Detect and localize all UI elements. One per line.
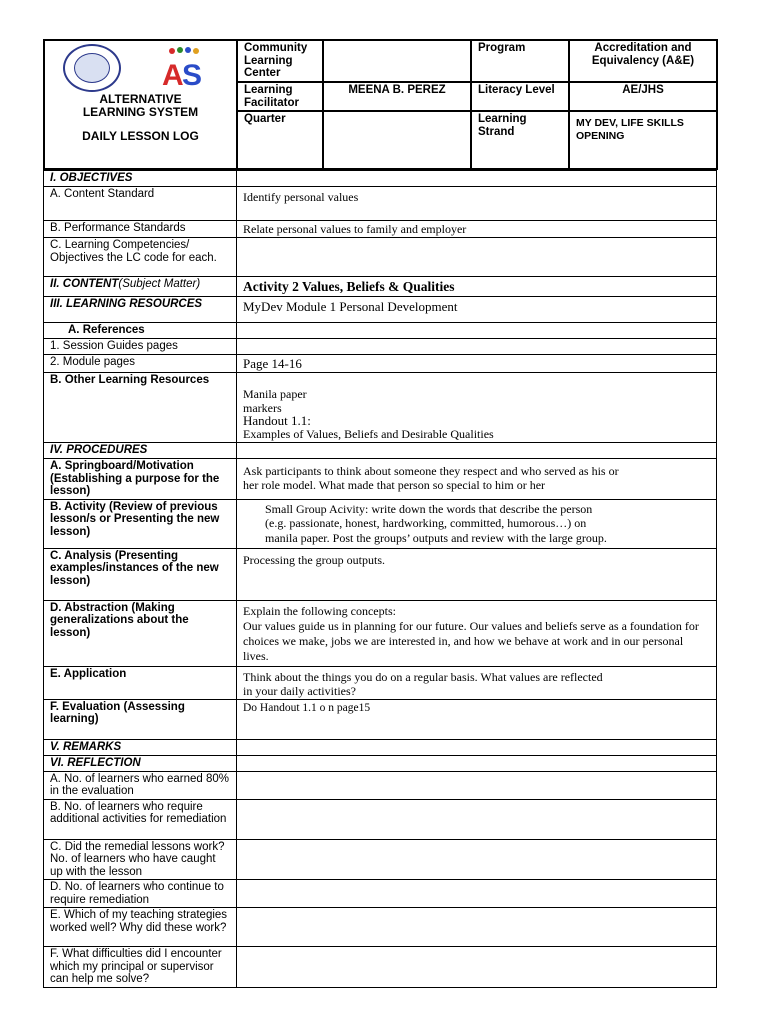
other-resources-label: B. Other Learning Resources — [44, 373, 237, 443]
clc-label: Community Learning Center — [237, 40, 323, 82]
quarter-label: Quarter — [237, 111, 323, 169]
remarks-heading: V. REMARKS — [44, 739, 237, 755]
program-value: Accreditation and Equivalency (A&E) — [569, 40, 717, 82]
svg-text:A: A — [161, 59, 184, 91]
org-block — [44, 40, 237, 169]
facilitator-value: MEENA B. PEREZ — [323, 82, 471, 111]
competencies-value — [237, 238, 717, 277]
org-name: ALTERNATIVE LEARNING SYSTEM DAILY LESSON LOG — [45, 93, 236, 143]
reflection-b: B. No. of learners who require additional activities for remediation — [44, 799, 237, 839]
als-logo-icon — [158, 45, 218, 91]
performance-label: B. Performance Standards — [44, 221, 237, 238]
quarter-value[interactable] — [323, 111, 471, 169]
performance-value: Relate personal values to family and employer — [237, 221, 717, 238]
resources-value: MyDev Module 1 Personal Development — [237, 297, 717, 323]
competencies-label: C. Learning Competencies/ Objectives the LC code for each. — [44, 238, 237, 277]
references-label: A. References — [44, 323, 237, 339]
application-value: Think about the things you do on a regular basis. What values are reflected in your daily activities? — [237, 666, 717, 699]
evaluation-label: F. Evaluation (Assessing learning) — [44, 699, 237, 739]
content-standard-value: Identify personal values — [237, 187, 717, 221]
evaluation-value: Do Handout 1.1 o n page15 — [237, 699, 717, 739]
springboard-label: A. Springboard/Motivation (Establishing a purpose for the lesson) — [44, 459, 237, 500]
procedures-heading: IV. PROCEDURES — [44, 443, 237, 459]
doc-title: DAILY LESSON LOG — [82, 129, 199, 143]
literacy-label: Literacy Level — [471, 82, 569, 111]
strand-value: MY DEV, LIFE SKILLS OPENING — [569, 111, 717, 169]
content-heading: II. CONTENT(Subject Matter) — [44, 277, 237, 297]
analysis-value: Processing the group outputs. — [237, 548, 717, 600]
abstraction-value: Explain the following concepts: Our values guide us in planning for our future. Our values and beliefs serve as a foundation for choices we make, jobs we are interested in, and how we behave at work and in our personal lives. — [237, 600, 717, 666]
lesson-table — [43, 170, 717, 988]
daily-lesson-log — [43, 39, 716, 988]
other-resources-value: Manila paper markers Handout 1.1: Examples of Values, Beliefs and Desirable Qualities — [237, 373, 717, 443]
reflection-heading: VI. REFLECTION — [44, 755, 237, 771]
activity-value: Small Group Acivity: write down the words that describe the person (e.g. passionate, honest, hardworking, committed, humorous…) on manila paper. Post the groups’ outputs and review with the large group. — [237, 499, 717, 548]
application-label: E. Application — [44, 666, 237, 699]
objectives-heading: I. OBJECTIVES — [44, 171, 237, 187]
module-label: 2. Module pages — [44, 355, 237, 373]
strand-label: Learning Strand — [471, 111, 569, 169]
reflection-a: A. No. of learners who earned 80% in the evaluation — [44, 771, 237, 799]
springboard-value: Ask participants to think about someone they respect and who served as his or her role model. What made that person so special to him or her — [237, 459, 717, 500]
content-standard-label: A. Content Standard — [44, 187, 237, 221]
facilitator-label: Learning Facilitator — [237, 82, 323, 111]
svg-text:S: S — [181, 59, 202, 91]
clc-value[interactable] — [323, 40, 471, 82]
reflection-e: E. Which of my teaching strategies worked well? Why did these work? — [44, 908, 237, 947]
abstraction-label: D. Abstraction (Making generalizations about the lesson) — [44, 600, 237, 666]
reflection-f: F. What difficulties did I encounter which my principal or supervisor can help me solve? — [44, 947, 237, 988]
session-label: 1. Session Guides pages — [44, 339, 237, 355]
resources-heading: III. LEARNING RESOURCES — [44, 297, 237, 323]
module-value: Page 14-16 — [237, 355, 717, 373]
reflection-c: C. Did the remedial lessons work? No. of learners who have caught up with the lesson — [44, 839, 237, 880]
content-value: Activity 2 Values, Beliefs & Qualities — [237, 277, 717, 297]
activity-label: B. Activity (Review of previous lesson/s or Presenting the new lesson) — [44, 499, 237, 548]
deped-seal-icon — [63, 44, 121, 92]
analysis-label: C. Analysis (Presenting examples/instances of the new lesson) — [44, 548, 237, 600]
literacy-value: AE/JHS — [569, 82, 717, 111]
program-label: Program — [471, 40, 569, 82]
reflection-d: D. No. of learners who continue to require remediation — [44, 880, 237, 908]
header-table — [43, 39, 718, 170]
